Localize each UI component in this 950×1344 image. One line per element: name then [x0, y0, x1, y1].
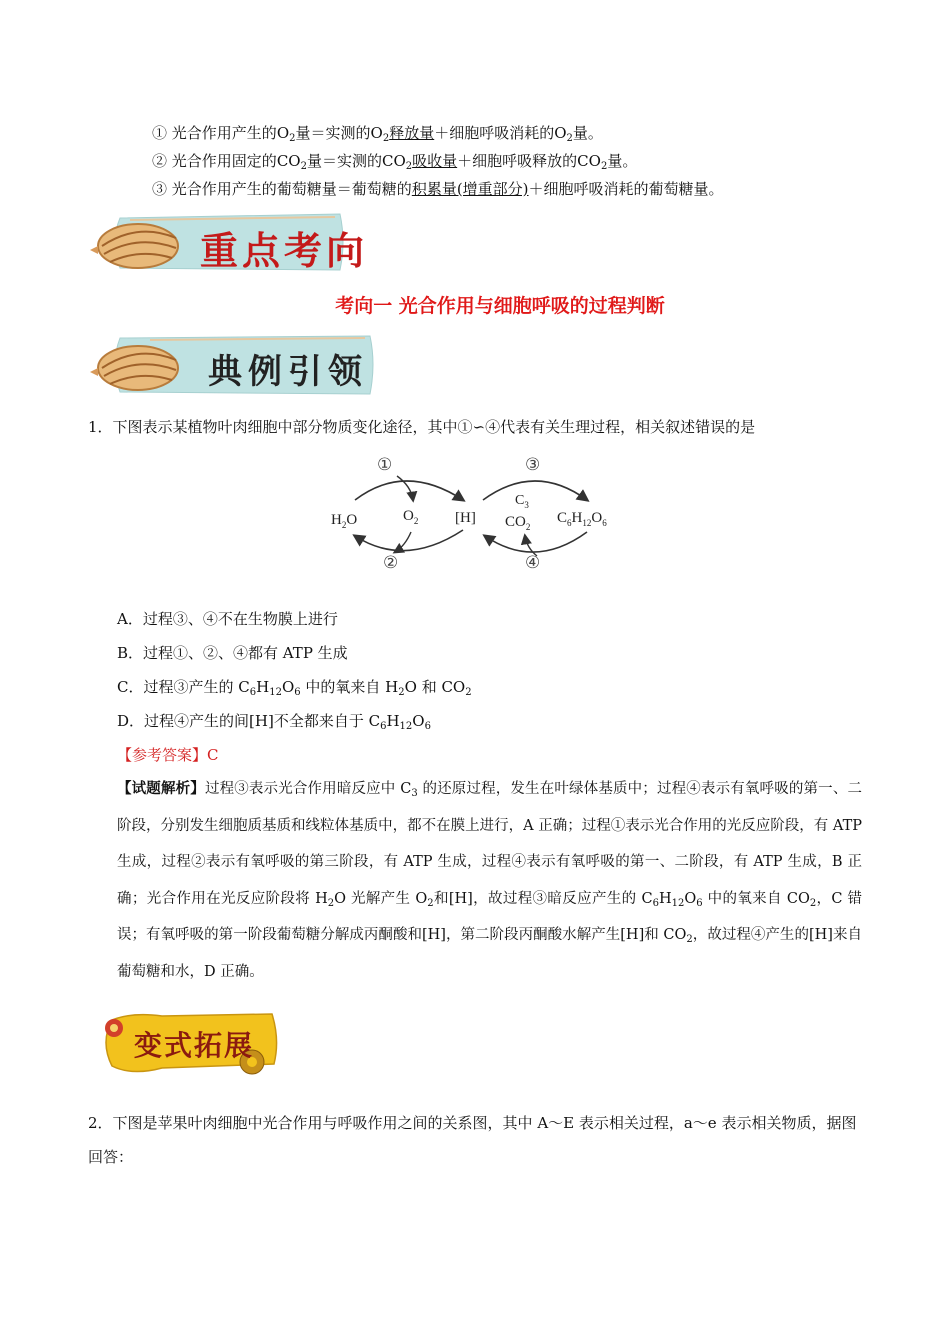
summary-line-1: ① 光合作用产生的$O_2$量＝实测的$O_2$释放量＋细胞呼吸消耗的$O_2$量。 — [152, 124, 603, 144]
shell-icon — [90, 224, 178, 268]
banner-title: 重点考向 — [200, 228, 369, 273]
section-heading: 考向一 光合作用与细胞呼吸的过程判断 — [335, 295, 665, 317]
label-c3: $C_3$ — [515, 493, 529, 510]
arrow-process-3 — [483, 481, 587, 500]
label-process-4: ④ — [525, 553, 541, 572]
shell-icon — [90, 346, 178, 390]
option-a: A．过程③、④不在生物膜上进行 — [117, 610, 338, 628]
option-b: B．过程①、②、④都有 ATP 生成 — [117, 644, 348, 662]
arrow-process-1 — [355, 481, 463, 500]
banner-key-topics — [90, 208, 369, 276]
label-process-3: ③ — [525, 455, 541, 474]
question-2-stem: 2．下图是苹果叶肉细胞中光合作用与呼吸作用之间的关系图，其中 A～E 表示相关过程，a～e 表示相关物质，据图回答： — [88, 1114, 857, 1166]
reference-answer: 【参考答案】C — [117, 746, 219, 764]
arrow-process-4 — [485, 532, 587, 552]
option-c: C．过程③产生的 $C_6H_{12}O_6$ 中的氧来自 $H_2O$ 和 $CO_2$ — [117, 678, 472, 698]
question-1-stem: 1．下图表示某植物叶肉细胞中部分物质变化途径，其中①∽④代表有关生理过程，相关叙述错误的是 — [88, 418, 756, 436]
banner-variant-extension — [92, 1006, 282, 1078]
arrow-process-2 — [355, 530, 463, 551]
label-process-2: ② — [383, 553, 399, 572]
banner-title: 典例引领 — [208, 352, 368, 392]
summary-line-3: ③ 光合作用产生的葡萄糖量＝葡萄糖的积累量(增重部分)＋细胞呼吸消耗的葡萄糖量。 — [152, 180, 724, 198]
label-glucose: $C_6H_{12}O_6$ — [557, 510, 607, 528]
label-h2o: $H_2O$ — [331, 512, 358, 530]
label-o2: $O_2$ — [403, 508, 419, 526]
analysis-paragraph: 【试题解析】过程③表示光合作用暗反应中 $C_3$ 的还原过程，发生在叶绿体基质中；过程④表示有氧呼吸的第一、二阶段，分别发生细胞质基质和线粒体基质中，都不在膜上进行，A 正确；过程①表示光合作用的光反应阶段，有 ATP 生成，过程②表示有氧呼吸的第三阶段，有 ATP 生成，过程④表示有氧呼吸的第一、二阶段，有 ATP 生成，B 正确；光合作用在光反应阶段将 $H_2O$ 光解产生 $O_2$和[H]，故过程③暗反应产生的 $C_6H_{12}O_6$ 中的氧来自 $CO_2$，C 错误；有氧呼吸的第一阶段葡萄糖分解成丙酮酸和[H]，第二阶段丙酮酸水解产生[H]和 $CO_2$，故过程④产生的[H]来自葡萄糖和水，D 正确。 — [117, 780, 862, 980]
banner-title: 变式拓展 — [134, 1029, 255, 1062]
label-process-1: ① — [377, 455, 393, 474]
summary-line-2: ② 光合作用固定的$CO_2$量＝实测的$CO_2$吸收量＋细胞呼吸释放的$CO_2$量。 — [152, 152, 638, 172]
option-d: D．过程④产生的间[H]不全都来自于 $C_6H_{12}O_6$ — [117, 712, 431, 732]
label-h: [H] — [455, 510, 476, 526]
process-diagram — [325, 452, 645, 582]
label-co2: $CO_2$ — [505, 514, 531, 532]
banner-typical-example — [90, 330, 380, 398]
arrow-process-2-branch — [395, 532, 411, 552]
flower-icon — [105, 1019, 123, 1037]
arrow-process-1-branch — [397, 476, 413, 500]
